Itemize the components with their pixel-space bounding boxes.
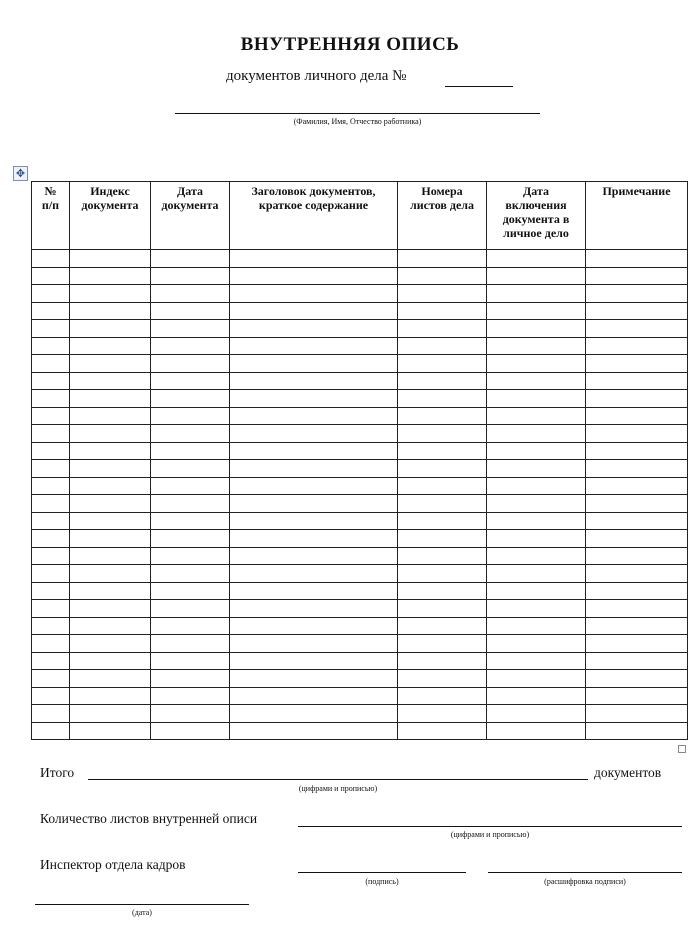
table-cell[interactable] [70, 425, 151, 443]
table-cell[interactable] [586, 337, 688, 355]
table-cell[interactable] [70, 582, 151, 600]
table-row [32, 442, 688, 460]
table-cell[interactable] [32, 722, 70, 740]
table-cell[interactable] [230, 267, 398, 285]
table-cell[interactable] [398, 460, 487, 478]
table-row [32, 565, 688, 583]
table-row [32, 302, 688, 320]
document-title: ВНУТРЕННЯЯ ОПИСЬ [240, 34, 460, 55]
table-row [32, 477, 688, 495]
table-cell[interactable] [32, 705, 70, 723]
table-cell[interactable] [70, 390, 151, 408]
table-row [32, 250, 688, 268]
table-cell[interactable] [487, 495, 586, 513]
table-row [32, 355, 688, 373]
table-cell[interactable] [151, 547, 230, 565]
table-cell[interactable] [586, 267, 688, 285]
table-cell[interactable] [32, 547, 70, 565]
table-cell[interactable] [398, 687, 487, 705]
table-row [32, 617, 688, 635]
sheets-line[interactable] [298, 826, 682, 827]
table-cell[interactable] [70, 530, 151, 548]
document-subtitle [226, 68, 406, 85]
decoding-line[interactable] [488, 872, 682, 873]
table-cell[interactable] [586, 565, 688, 583]
table-cell[interactable] [32, 687, 70, 705]
table-cell[interactable] [230, 565, 398, 583]
table-cell[interactable] [151, 267, 230, 285]
table-cell[interactable] [151, 407, 230, 425]
table-cell[interactable] [32, 635, 70, 653]
table-cell[interactable] [487, 512, 586, 530]
total-line[interactable] [88, 779, 588, 780]
decoding-caption: (расшифровка подписи) [544, 877, 626, 886]
total-suffix: документов [594, 765, 662, 780]
table-cell[interactable] [230, 337, 398, 355]
table-cell[interactable] [586, 442, 688, 460]
table-cell[interactable] [398, 617, 487, 635]
table-cell[interactable] [586, 390, 688, 408]
table-cell[interactable] [487, 477, 586, 495]
table-cell[interactable] [32, 372, 70, 390]
table-cell[interactable] [32, 670, 70, 688]
table-row [32, 687, 688, 705]
table-cell[interactable] [487, 722, 586, 740]
table-cell[interactable] [151, 565, 230, 583]
table-row [32, 670, 688, 688]
table-cell[interactable] [230, 477, 398, 495]
table-cell[interactable] [487, 320, 586, 338]
table-cell[interactable] [32, 425, 70, 443]
table-cell[interactable] [230, 285, 398, 303]
table-row [32, 652, 688, 670]
table-cell[interactable] [151, 722, 230, 740]
table-row [32, 390, 688, 408]
table-cell[interactable] [487, 337, 586, 355]
table-cell[interactable] [487, 635, 586, 653]
table-cell[interactable] [586, 285, 688, 303]
table-cell[interactable] [586, 652, 688, 670]
table-cell[interactable] [32, 460, 70, 478]
table-cell[interactable] [151, 617, 230, 635]
table-cell[interactable] [230, 390, 398, 408]
table-cell[interactable] [230, 670, 398, 688]
table-cell[interactable] [230, 407, 398, 425]
employee-name-line[interactable] [175, 113, 540, 114]
resize-handle-icon[interactable] [678, 745, 686, 753]
table-cell[interactable] [70, 267, 151, 285]
table-cell[interactable] [586, 355, 688, 373]
table-cell[interactable] [586, 495, 688, 513]
table-cell[interactable] [487, 652, 586, 670]
sheets-caption: (цифрами и прописью) [450, 830, 530, 839]
table-cell[interactable] [586, 670, 688, 688]
table-cell[interactable] [70, 617, 151, 635]
table-cell[interactable] [398, 285, 487, 303]
table-cell[interactable] [487, 582, 586, 600]
table-cell[interactable] [32, 652, 70, 670]
table-cell[interactable] [230, 512, 398, 530]
table-cell[interactable] [151, 285, 230, 303]
table-cell[interactable] [151, 390, 230, 408]
table-cell[interactable] [230, 372, 398, 390]
table-cell[interactable] [230, 442, 398, 460]
table-cell[interactable] [398, 565, 487, 583]
table-row [32, 425, 688, 443]
table-cell[interactable] [487, 460, 586, 478]
table-cell[interactable] [586, 530, 688, 548]
table-cell[interactable] [32, 250, 70, 268]
table-cell[interactable] [398, 477, 487, 495]
table-cell[interactable] [487, 705, 586, 723]
table-cell[interactable] [487, 687, 586, 705]
table-cell[interactable] [398, 267, 487, 285]
table-cell[interactable] [398, 670, 487, 688]
table-cell[interactable] [151, 337, 230, 355]
table-cell[interactable] [230, 635, 398, 653]
table-cell[interactable] [398, 250, 487, 268]
table-row [32, 285, 688, 303]
table-cell[interactable] [487, 355, 586, 373]
table-cell[interactable] [32, 337, 70, 355]
table-cell[interactable] [70, 442, 151, 460]
table-cell[interactable] [70, 460, 151, 478]
table-cell[interactable] [32, 582, 70, 600]
table-cell[interactable] [151, 302, 230, 320]
table-cell[interactable] [32, 512, 70, 530]
table-cell[interactable] [487, 442, 586, 460]
table-cell[interactable] [586, 512, 688, 530]
case-number-line[interactable] [445, 86, 513, 87]
table-cell[interactable] [487, 547, 586, 565]
table-cell[interactable] [70, 320, 151, 338]
table-cell[interactable] [487, 372, 586, 390]
table-cell[interactable] [230, 425, 398, 443]
table-cell[interactable] [151, 530, 230, 548]
signature-line[interactable] [298, 872, 466, 873]
table-cell[interactable] [487, 425, 586, 443]
table-cell[interactable] [70, 600, 151, 618]
column-header: № п/п [32, 182, 70, 250]
table-cell[interactable] [32, 407, 70, 425]
table-cell[interactable] [32, 267, 70, 285]
table-header-row [32, 182, 688, 250]
table-cell[interactable] [398, 302, 487, 320]
table-cell[interactable] [70, 337, 151, 355]
table-cell[interactable] [398, 530, 487, 548]
table-cell[interactable] [32, 355, 70, 373]
table-cell[interactable] [487, 285, 586, 303]
table-cell[interactable] [32, 530, 70, 548]
table-cell[interactable] [70, 687, 151, 705]
table-cell[interactable] [32, 442, 70, 460]
date-line[interactable] [35, 904, 249, 905]
table-row [32, 600, 688, 618]
table-cell[interactable] [32, 495, 70, 513]
table-cell[interactable] [230, 355, 398, 373]
table-cell[interactable] [586, 635, 688, 653]
table-cell[interactable] [70, 407, 151, 425]
table-cell[interactable] [487, 670, 586, 688]
table-cell[interactable] [151, 652, 230, 670]
table-row [32, 460, 688, 478]
table-cell[interactable] [398, 355, 487, 373]
table-cell[interactable] [586, 722, 688, 740]
table-row [32, 512, 688, 530]
inventory-table [31, 181, 688, 740]
table-cell[interactable] [151, 582, 230, 600]
table-cell[interactable] [70, 302, 151, 320]
table-cell[interactable] [70, 670, 151, 688]
table-cell[interactable] [487, 407, 586, 425]
table-cell[interactable] [586, 320, 688, 338]
table-cell[interactable] [398, 600, 487, 618]
table-cell[interactable] [398, 582, 487, 600]
table-cell[interactable] [398, 512, 487, 530]
move-arrows-icon[interactable]: ✥ [13, 166, 28, 181]
table-cell[interactable] [230, 302, 398, 320]
inspector-label: Инспектор отдела кадров [40, 857, 186, 872]
table-cell[interactable] [230, 617, 398, 635]
table-cell[interactable] [151, 320, 230, 338]
table-cell[interactable] [487, 302, 586, 320]
table-cell[interactable] [70, 495, 151, 513]
table-cell[interactable] [586, 600, 688, 618]
table-cell[interactable] [32, 617, 70, 635]
table-cell[interactable] [70, 250, 151, 268]
table-cell[interactable] [586, 372, 688, 390]
table-cell[interactable] [70, 512, 151, 530]
table-row [32, 547, 688, 565]
table-cell[interactable] [151, 687, 230, 705]
table-row [32, 495, 688, 513]
table-cell[interactable] [70, 705, 151, 723]
table-cell[interactable] [398, 425, 487, 443]
table-cell[interactable] [70, 565, 151, 583]
table-cell[interactable] [32, 285, 70, 303]
column-header: Индекс документа [70, 182, 151, 250]
table-cell[interactable] [230, 530, 398, 548]
table-cell[interactable] [230, 320, 398, 338]
table-cell[interactable] [586, 477, 688, 495]
table-cell[interactable] [230, 652, 398, 670]
sheets-label: Количество листов внутренней описи [40, 811, 258, 826]
table-cell[interactable] [487, 390, 586, 408]
table-cell[interactable] [230, 722, 398, 740]
table-cell[interactable] [32, 477, 70, 495]
table-cell[interactable] [151, 705, 230, 723]
table-row [32, 267, 688, 285]
table-cell[interactable] [151, 425, 230, 443]
table-row [32, 635, 688, 653]
table-cell[interactable] [230, 600, 398, 618]
table-cell[interactable] [586, 687, 688, 705]
table-cell[interactable] [151, 670, 230, 688]
table-row [32, 372, 688, 390]
table-cell[interactable] [70, 285, 151, 303]
table-cell[interactable] [398, 705, 487, 723]
column-header: Заголовок документов, краткое содержание [230, 182, 398, 250]
table-cell[interactable] [230, 582, 398, 600]
table-cell[interactable] [586, 547, 688, 565]
table-cell[interactable] [586, 582, 688, 600]
table-cell[interactable] [151, 477, 230, 495]
table-row [32, 407, 688, 425]
table-row [32, 722, 688, 740]
table-row [32, 705, 688, 723]
table-cell[interactable] [398, 635, 487, 653]
table-cell[interactable] [586, 250, 688, 268]
table-cell[interactable] [398, 722, 487, 740]
table-cell[interactable] [70, 652, 151, 670]
table-cell[interactable] [230, 250, 398, 268]
table-row [32, 320, 688, 338]
table-cell[interactable] [151, 355, 230, 373]
table-cell[interactable] [230, 705, 398, 723]
table-cell[interactable] [70, 477, 151, 495]
table-row [32, 337, 688, 355]
table-cell[interactable] [70, 635, 151, 653]
employee-name-caption: (Фамилия, Имя, Отчество работника) [293, 117, 422, 126]
table-cell[interactable] [32, 565, 70, 583]
table-cell[interactable] [586, 425, 688, 443]
table-cell[interactable] [487, 565, 586, 583]
table-cell[interactable] [70, 722, 151, 740]
table-cell[interactable] [230, 687, 398, 705]
table-cell[interactable] [230, 495, 398, 513]
table-cell[interactable] [151, 442, 230, 460]
table-cell[interactable] [398, 652, 487, 670]
table-cell[interactable] [398, 320, 487, 338]
table-cell[interactable] [586, 302, 688, 320]
table-cell[interactable] [487, 617, 586, 635]
total-caption: (цифрами и прописью) [298, 784, 378, 793]
table-cell[interactable] [151, 460, 230, 478]
table-cell[interactable] [32, 600, 70, 618]
table-cell[interactable] [398, 372, 487, 390]
table-cell[interactable] [398, 495, 487, 513]
table-cell[interactable] [398, 390, 487, 408]
table-body [32, 250, 688, 740]
table-cell[interactable] [230, 460, 398, 478]
table-row [32, 582, 688, 600]
table-cell[interactable] [151, 495, 230, 513]
subtitle-text: документов личного дела № [226, 68, 407, 84]
date-caption: (дата) [132, 908, 152, 917]
table-cell[interactable] [70, 547, 151, 565]
column-header: Дата включения документа в личное дело [487, 182, 586, 250]
table-cell[interactable] [151, 372, 230, 390]
table-cell[interactable] [151, 250, 230, 268]
table-cell[interactable] [70, 372, 151, 390]
table-cell[interactable] [151, 635, 230, 653]
table-cell[interactable] [32, 390, 70, 408]
total-label: Итого [40, 765, 75, 780]
column-header: Примечание [586, 182, 688, 250]
table-cell[interactable] [487, 600, 586, 618]
column-header: Дата документа [151, 182, 230, 250]
table-cell[interactable] [487, 267, 586, 285]
table-cell[interactable] [487, 250, 586, 268]
table-cell[interactable] [32, 320, 70, 338]
table-cell[interactable] [70, 355, 151, 373]
table-cell[interactable] [230, 547, 398, 565]
table-cell[interactable] [398, 547, 487, 565]
table-cell[interactable] [151, 512, 230, 530]
table-cell[interactable] [398, 337, 487, 355]
table-row [32, 530, 688, 548]
table-cell[interactable] [586, 705, 688, 723]
table-cell[interactable] [151, 600, 230, 618]
table-cell[interactable] [32, 302, 70, 320]
table-cell[interactable] [487, 530, 586, 548]
table-cell[interactable] [398, 407, 487, 425]
table-cell[interactable] [586, 617, 688, 635]
column-header: Номера листов дела [398, 182, 487, 250]
table-cell[interactable] [398, 442, 487, 460]
signature-caption: (подпись) [365, 877, 399, 886]
table-cell[interactable] [586, 460, 688, 478]
table-cell[interactable] [586, 407, 688, 425]
